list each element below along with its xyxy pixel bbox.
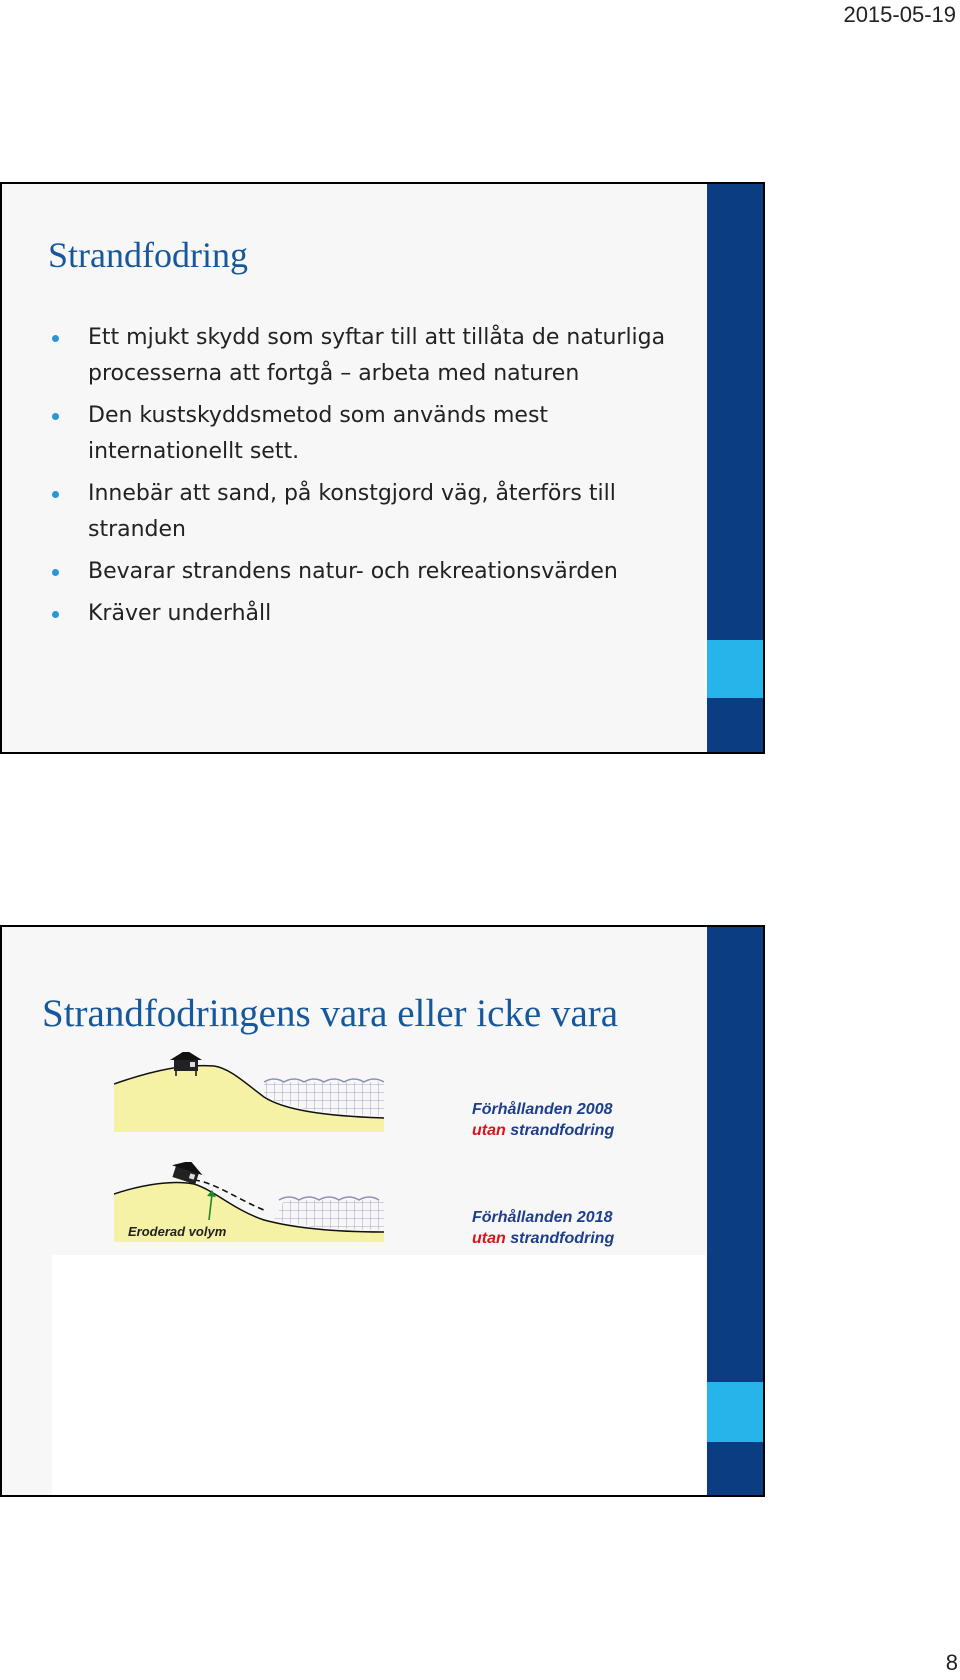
- slide-empty-area: [52, 1255, 706, 1495]
- bullet-dot-icon: [52, 413, 59, 420]
- figure-caption-2008: Förhållanden 2008 utan strandfodring: [472, 1101, 615, 1139]
- bullet-dot-icon: [52, 569, 59, 576]
- bullet-item: Den kustskyddsmetod som används mest internationellt sett.: [52, 398, 692, 470]
- bullet-item: Bevarar strandens natur- och rekreationsvärden: [52, 554, 692, 590]
- bullet-item: Innebär att sand, på konstgjord väg, återförs till stranden: [52, 476, 692, 548]
- slide-strandfodring: [0, 182, 765, 754]
- figure-caption-2018: Förhållanden 2018 utan strandfodring: [472, 1209, 615, 1247]
- bullet-item: Ett mjukt skydd som syftar till att tillåta de naturliga processerna att fortgå – arbeta med naturen: [52, 320, 692, 392]
- slide-title: Strandfodring: [48, 235, 248, 275]
- bullet-item: Kräver underhåll: [52, 596, 692, 632]
- page-number: 8: [945, 1650, 958, 1675]
- eroded-volume-label: Eroderad volym: [128, 1224, 227, 1239]
- slide-side-accent: [707, 1382, 763, 1442]
- bullet-dot-icon: [52, 335, 59, 342]
- page-date: 2015-05-19: [843, 2, 956, 27]
- slide-side-accent: [707, 640, 763, 698]
- slide-strandfodringens-vara: [0, 925, 765, 1497]
- beach-profile-2008-illustration: [114, 1052, 384, 1132]
- slide-title: Strandfodringens vara eller icke vara: [42, 992, 619, 1035]
- bullet-dot-icon: [52, 491, 59, 498]
- bullet-list: [52, 320, 692, 638]
- bullet-dot-icon: [52, 611, 59, 618]
